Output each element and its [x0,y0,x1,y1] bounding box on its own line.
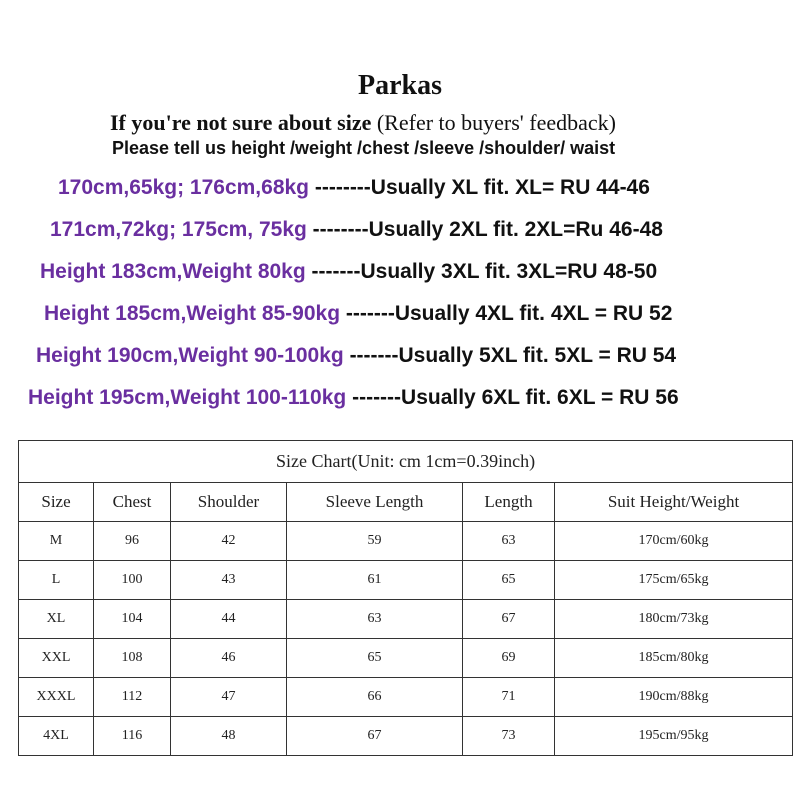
size-rule [40,260,657,284]
table-cell: 104 [94,600,171,639]
size-rule-fit: -------Usually 5XL fit. 5XL = RU 54 [343,344,677,367]
column-header: Length [463,483,555,522]
table-cell: 65 [463,561,555,600]
table-cell: 175cm/65kg [555,561,793,600]
table-cell: 190cm/88kg [555,678,793,717]
size-rule [28,386,679,410]
table-row [19,678,793,717]
size-rule-measurement: Height 185cm,Weight 85-90kg [44,302,341,325]
table-cell: 42 [171,522,287,561]
table-cell: XXXL [19,678,94,717]
column-header: Size [19,483,94,522]
table-row [19,561,793,600]
size-rule-measurement: 170cm,65kg; 176cm,68kg [58,176,310,199]
size-rule [44,302,672,326]
column-header: Sleeve Length [287,483,463,522]
size-rule-measurement: Height 195cm,Weight 100-110kg [28,386,347,409]
table-row [19,717,793,756]
column-header: Chest [94,483,171,522]
table-cell: 112 [94,678,171,717]
table-row [19,600,793,639]
table-cell: 73 [463,717,555,756]
table-header-row [19,483,793,522]
size-rule [50,218,663,242]
table-cell: 65 [287,639,463,678]
table-cell: 67 [463,600,555,639]
table-cell: 108 [94,639,171,678]
column-header: Suit Height/Weight [555,483,793,522]
table-cell: 71 [463,678,555,717]
table-cell: 195cm/95kg [555,717,793,756]
table-row [19,522,793,561]
table-cell: L [19,561,94,600]
table-cell: 63 [463,522,555,561]
table-cell: 66 [287,678,463,717]
size-chart-table [18,440,793,756]
size-rule-fit: --------Usually 2XL fit. 2XL=Ru 46-48 [306,218,663,241]
table-cell: 69 [463,639,555,678]
page-title: Parkas [358,70,442,101]
size-rule-measurement: Height 183cm,Weight 80kg [40,260,306,283]
table-cell: 170cm/60kg [555,522,793,561]
table-cell: 48 [171,717,287,756]
table-cell: XL [19,600,94,639]
size-rule-fit: -------Usually 4XL fit. 4XL = RU 52 [340,302,673,325]
table-row [19,639,793,678]
table-cell: XXL [19,639,94,678]
table-cell: 100 [94,561,171,600]
table-cell: 116 [94,717,171,756]
column-header: Shoulder [171,483,287,522]
size-rule-measurement: Height 190cm,Weight 90-100kg [36,344,344,367]
table-cell: 96 [94,522,171,561]
table-cell: 46 [171,639,287,678]
size-rule [36,344,676,368]
subtitle-normal: (Refer to buyers' feedback) [376,110,616,135]
table-cell: 185cm/80kg [555,639,793,678]
table-cell: 47 [171,678,287,717]
subtitle-bold: If you're not sure about size [110,110,372,135]
table-cell: 61 [287,561,463,600]
size-rule-measurement: 171cm,72kg; 175cm, 75kg [50,218,307,241]
table-cell: 63 [287,600,463,639]
table-cell: 4XL [19,717,94,756]
table-cell: 59 [287,522,463,561]
table-cell: 44 [171,600,287,639]
table-cell: M [19,522,94,561]
subtitle [110,110,616,136]
instruction-text: Please tell us height /weight /chest /sleeve /shoulder/ waist [112,138,616,158]
size-rule [58,176,650,200]
size-rule-fit: -------Usually 3XL fit. 3XL=RU 48-50 [305,260,658,283]
size-chart-caption: Size Chart(Unit: cm 1cm=0.39inch) [19,441,793,483]
size-rule-fit: --------Usually XL fit. XL= RU 44-46 [309,176,650,199]
table-cell: 43 [171,561,287,600]
table-cell: 67 [287,717,463,756]
size-rule-fit: -------Usually 6XL fit. 6XL = RU 56 [346,386,679,409]
table-cell: 180cm/73kg [555,600,793,639]
